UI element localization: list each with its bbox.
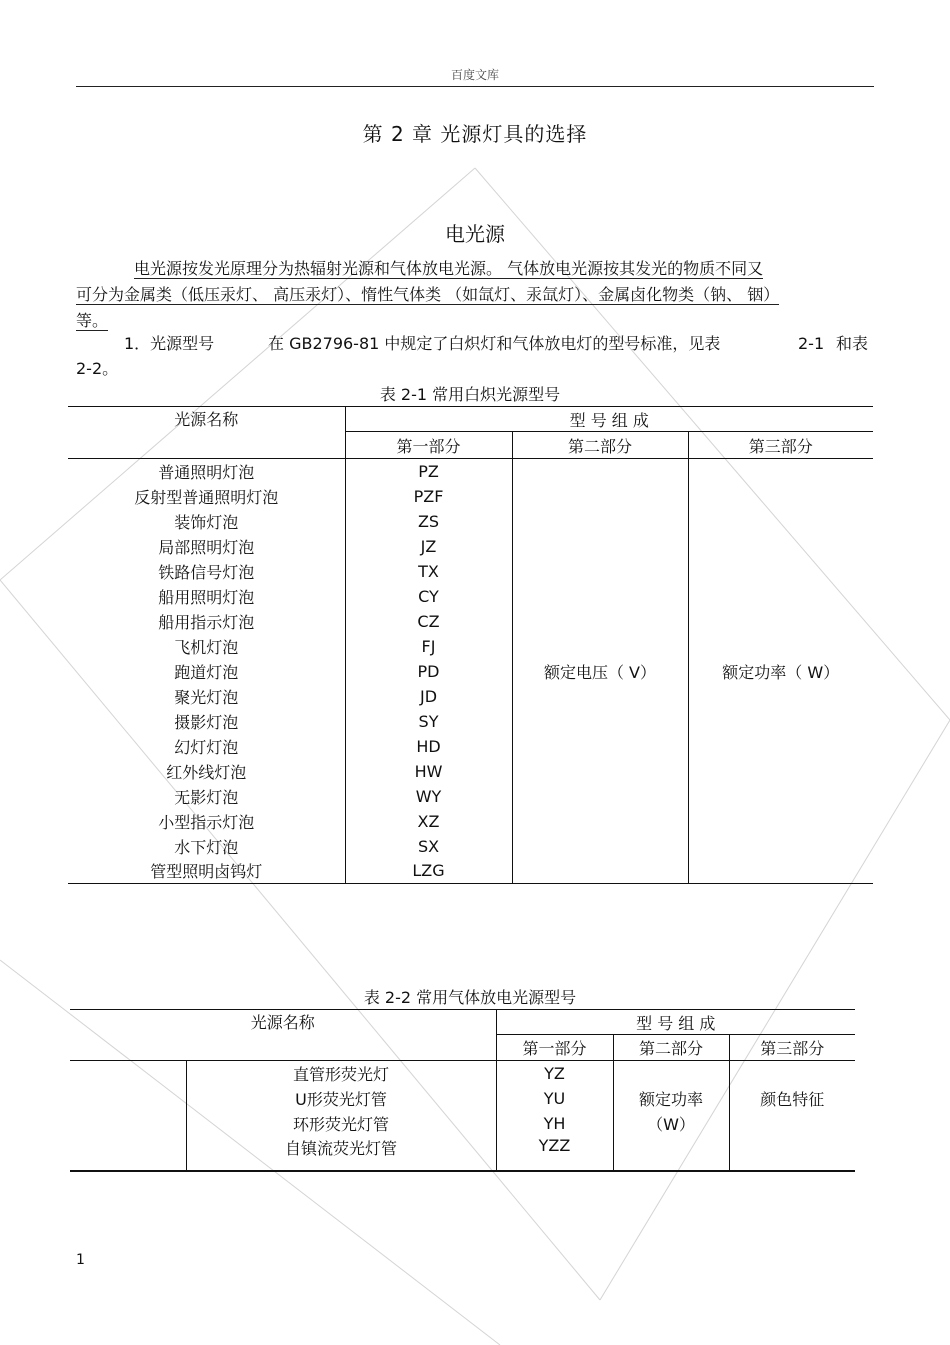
table2-row-code: YU [496, 1086, 613, 1111]
table1-row-code: JZ [345, 534, 512, 559]
table2-category-cell [70, 1061, 186, 1171]
table1-row-code: PZF [345, 484, 512, 509]
table1-row-name: 红外线灯泡 [68, 759, 345, 784]
table1-row-name: 普通照明灯泡 [68, 459, 345, 484]
table2-part2-value [613, 1061, 729, 1171]
table2-row-name: 环形荧光灯管 [186, 1111, 496, 1136]
table1-part3-value: 额定功率（ W） [722, 662, 840, 682]
intro-paragraph-line1 [134, 257, 874, 281]
table2-caption: 表 2-2 常用气体放电光源型号 [363, 988, 577, 1007]
table1-row-code: JD [345, 684, 512, 709]
chapter-title: 第 2 章 光源灯具的选择 [362, 122, 588, 146]
table1-row-code: WY [345, 784, 512, 809]
table1-row-code: PZ [345, 459, 512, 484]
table2-row-name: 自镇流荧光灯管 [186, 1136, 496, 1171]
table1-subheader-part2: 第二部分 [512, 432, 688, 459]
table1-row-name: 聚光灯泡 [68, 684, 345, 709]
header-rule [76, 86, 874, 87]
table1-subheader-part1: 第一部分 [345, 432, 512, 459]
intro-paragraph-line3 [76, 309, 108, 333]
table2-subheader-part2: 第二部分 [613, 1035, 729, 1061]
table2-row-code: YZ [496, 1061, 613, 1086]
item1-line2: 2-2。 [76, 359, 119, 378]
table1-header-name: 光源名称 [68, 407, 345, 459]
table2-part2-line1: 额定功率 [638, 1090, 703, 1109]
table1-row-name: 反射型普通照明灯泡 [68, 484, 345, 509]
table2-part2-line2: （W） [647, 1115, 695, 1134]
section-title: 电光源 [445, 222, 505, 246]
table1-row-code: CY [345, 584, 512, 609]
item1-ref-a: 2-1 [798, 334, 825, 353]
table2-row-code: YH [496, 1111, 613, 1136]
table1-row-code: FJ [345, 634, 512, 659]
table2-row-name: 直管形荧光灯 [186, 1061, 496, 1086]
intro-line3-text: 等。 [76, 311, 109, 330]
table1-row-code: SX [345, 834, 512, 859]
table1-row-code: LZG [345, 859, 512, 884]
header-site-name: 百度文库 [450, 68, 499, 82]
table1-row-code: XZ [345, 809, 512, 834]
table1-caption: 表 2-1 常用白炽光源型号 [379, 385, 561, 404]
table1-row-code: TX [345, 559, 512, 584]
table1-row-code: CZ [345, 609, 512, 634]
intro-paragraph-line2 [76, 283, 876, 307]
table1-row-name: 船用照明灯泡 [68, 584, 345, 609]
table1-row-name: 飞机灯泡 [68, 634, 345, 659]
table1-row-name: 幻灯灯泡 [68, 734, 345, 759]
table1-row-code: HW [345, 759, 512, 784]
table2-subheader-part1: 第一部分 [496, 1035, 613, 1061]
table1-row-code: ZS [345, 509, 512, 534]
page-number: 1 [76, 1252, 85, 1268]
table1-header-group: 型 号 组 成 [345, 407, 873, 432]
table2-header-group: 型 号 组 成 [496, 1010, 855, 1035]
intro-line2-text: 可分为金属类（低压汞灯、 高压汞灯）、惰性气体类 （如氙灯、汞氙灯）、金属卤化物类（钠、 铟） [76, 285, 780, 304]
table1-row-name: 管型照明卤钨灯 [68, 859, 345, 884]
table1-row-name: 无影灯泡 [68, 784, 345, 809]
table1-row-name: 装饰灯泡 [68, 509, 345, 534]
table1-row-name: 船用指示灯泡 [68, 609, 345, 634]
table2-subheader-part3: 第三部分 [760, 1039, 825, 1058]
table2 [70, 1009, 855, 1172]
table1 [68, 406, 873, 884]
intro-line1-text: 电光源按发光原理分为热辐射光源和气体放电光源。 气体放电光源按其发光的物质不同又 [134, 259, 764, 278]
item1-label: 1．光源型号 [124, 334, 215, 353]
item1-text-a: 在 GB2796-81 中规定了白炽灯和气体放电灯的型号标准，见表 [268, 334, 721, 353]
table1-part2-value: 额定电压（ V） [512, 459, 688, 884]
table1-row-name: 铁路信号灯泡 [68, 559, 345, 584]
table1-row-name: 跑道灯泡 [68, 659, 345, 684]
table2-header-name: 光源名称 [70, 1010, 496, 1061]
table1-row-code: SY [345, 709, 512, 734]
table1-row-name: 水下灯泡 [68, 834, 345, 859]
table2-row-name: U形荧光灯管 [186, 1086, 496, 1111]
table1-row-code: HD [345, 734, 512, 759]
table2-row-code: YZZ [496, 1136, 613, 1171]
item1-text-b: 和表 [836, 334, 869, 353]
table1-row-name: 摄影灯泡 [68, 709, 345, 734]
table1-row-name: 小型指示灯泡 [68, 809, 345, 834]
table1-subheader-part3: 第三部分 [748, 436, 813, 456]
table1-row-code: PD [345, 659, 512, 684]
table2-part3-value: 颜色特征 [760, 1090, 825, 1109]
table1-row-name: 局部照明灯泡 [68, 534, 345, 559]
